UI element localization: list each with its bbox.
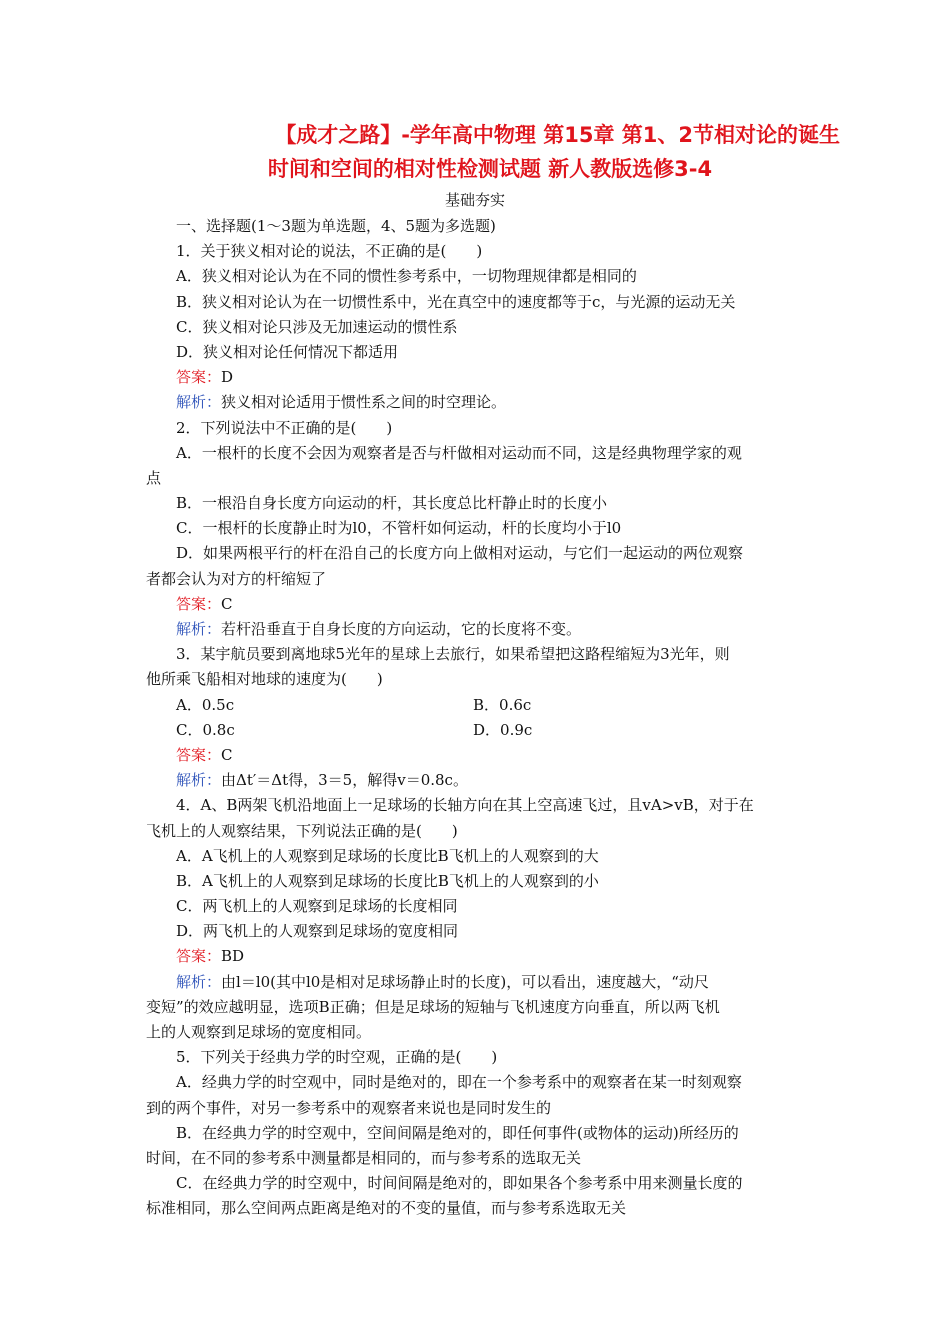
document-title-line-1: 【成才之路】-学年高中物理 第15章 第1、2节相对论的诞生: [275, 123, 840, 147]
text-line: A．狭义相对论认为在不同的惯性参考系中，一切物理规律都是相同的: [176, 267, 637, 286]
text-line: 2．下列说法中不正确的是( ): [176, 418, 393, 437]
text-line: 5．下列关于经典力学的时空观，正确的是( ): [176, 1048, 498, 1067]
option-cell: D．0.9c: [473, 720, 533, 739]
text-line: [146, 693, 806, 718]
text-line: 答案：BD: [176, 947, 245, 966]
option-cell: A．0.5c: [176, 695, 235, 714]
document-title-line-2: 时间和空间的相对性检测试题 新人教版选修3-4: [267, 157, 713, 181]
text-line: 标准相同，那么空间两点距离是绝对的不变的量值，而与参考系选取无关: [146, 1199, 627, 1218]
text-line: 时间，在不同的参考系中测量都是相同的，而与参考系的选取无关: [146, 1148, 582, 1167]
text-line: B．在经典力学的时空观中，空间间隔是绝对的，即任何事件(或物体的运动)所经历的: [176, 1123, 739, 1142]
text-line: A．一根杆的长度不会因为观察者是否与杆做相对运动而不同，这是经典物理学家的观: [176, 443, 742, 462]
text-line: C．一根杆的长度静止时为l0，不管杆如何运动，杆的长度均小于l0: [176, 519, 622, 538]
analysis-label: 解析：: [176, 771, 222, 790]
text-line: D．狭义相对论任何情况下都适用: [176, 342, 399, 361]
analysis-label: 解析：: [176, 393, 222, 412]
answer-label: 答案：: [176, 594, 222, 613]
text-line: C．两飞机上的人观察到足球场的长度相同: [176, 897, 458, 916]
text-line: D．如果两根平行的杆在沿自己的长度方向上做相对运动，与它们一起运动的两位观察: [176, 544, 744, 563]
analysis-label: 解析：: [176, 620, 222, 638]
text-line: 一、选择题(1～3题为单选题，4、5题为多选题): [176, 217, 496, 235]
text-line: 他所乘飞船相对地球的速度为( ): [146, 670, 383, 689]
option-cell: C．0.8c: [176, 720, 235, 739]
text-line: 1．关于狭义相对论的说法，不正确的是( ): [176, 242, 483, 261]
text-line: 变短”的效应越明显，选项B正确；但是足球场的短轴与飞机速度方向垂直，所以两飞机: [146, 997, 720, 1016]
answer-label: 答案：: [176, 368, 222, 387]
text-line: 答案：C: [176, 745, 233, 764]
text-line: 解析：由l＝l0(其中l0是相对足球场静止时的长度)，可以看出，速度越大，“动尺: [176, 972, 709, 991]
text-line: [146, 718, 806, 743]
text-line: C．狭义相对论只涉及无加速运动的惯性系: [176, 317, 458, 336]
text-line: 点: [146, 468, 162, 487]
section-subtitle: 基础夯实: [444, 191, 505, 209]
text-line: 答案：C: [176, 594, 233, 613]
document-body: [146, 214, 806, 1222]
text-line: 4．A、B两架飞机沿地面上一足球场的长轴方向在其上空高速飞过，且vA>vB，对于在: [176, 796, 754, 815]
text-line: B．一根沿自身长度方向运动的杆，其长度总比杆静止时的长度小: [176, 494, 608, 513]
text-line: A．A飞机上的人观察到足球场的长度比B飞机上的人观察到的大: [176, 846, 599, 865]
answer-label: 答案：: [176, 745, 222, 764]
text-line: 答案：D: [176, 368, 234, 387]
text-line: C．在经典力学的时空观中，时间间隔是绝对的，即如果各个参考系中用来测量长度的: [176, 1174, 743, 1193]
text-line: D．两飞机上的人观察到足球场的宽度相同: [176, 922, 459, 941]
analysis-label: 解析：: [176, 972, 222, 991]
answer-label: 答案：: [176, 947, 222, 966]
text-line: A．经典力学的时空观中，同时是绝对的，即在一个参考系中的观察者在某一时刻观察: [176, 1073, 742, 1092]
option-cell: B．0.6c: [473, 695, 532, 714]
text-line: 到的两个事件，对另一参考系中的观察者来说也是同时发生的: [146, 1098, 552, 1117]
text-line: 解析：若杆沿垂直于自身长度的方向运动，它的长度将不变。: [176, 620, 582, 638]
text-line: 解析：狭义相对论适用于惯性系之间的时空理论。: [176, 393, 507, 412]
text-line: 飞机上的人观察结果，下列说法正确的是( ): [146, 821, 458, 840]
text-line: 上的人观察到足球场的宽度相同。: [146, 1023, 372, 1041]
text-line: B．狭义相对论认为在一切惯性系中，光在真空中的速度都等于c，与光源的运动无关: [176, 292, 736, 311]
text-line: 者都会认为对方的杆缩短了: [146, 569, 327, 588]
text-line: 解析：由Δt′＝Δt得，3＝5，解得v＝0.8c。: [176, 771, 468, 790]
text-line: B．A飞机上的人观察到足球场的长度比B飞机上的人观察到的小: [176, 871, 599, 890]
text-line: 3．某宇航员要到离地球5光年的星球上去旅行，如果希望把这路程缩短为3光年，则: [176, 645, 730, 664]
